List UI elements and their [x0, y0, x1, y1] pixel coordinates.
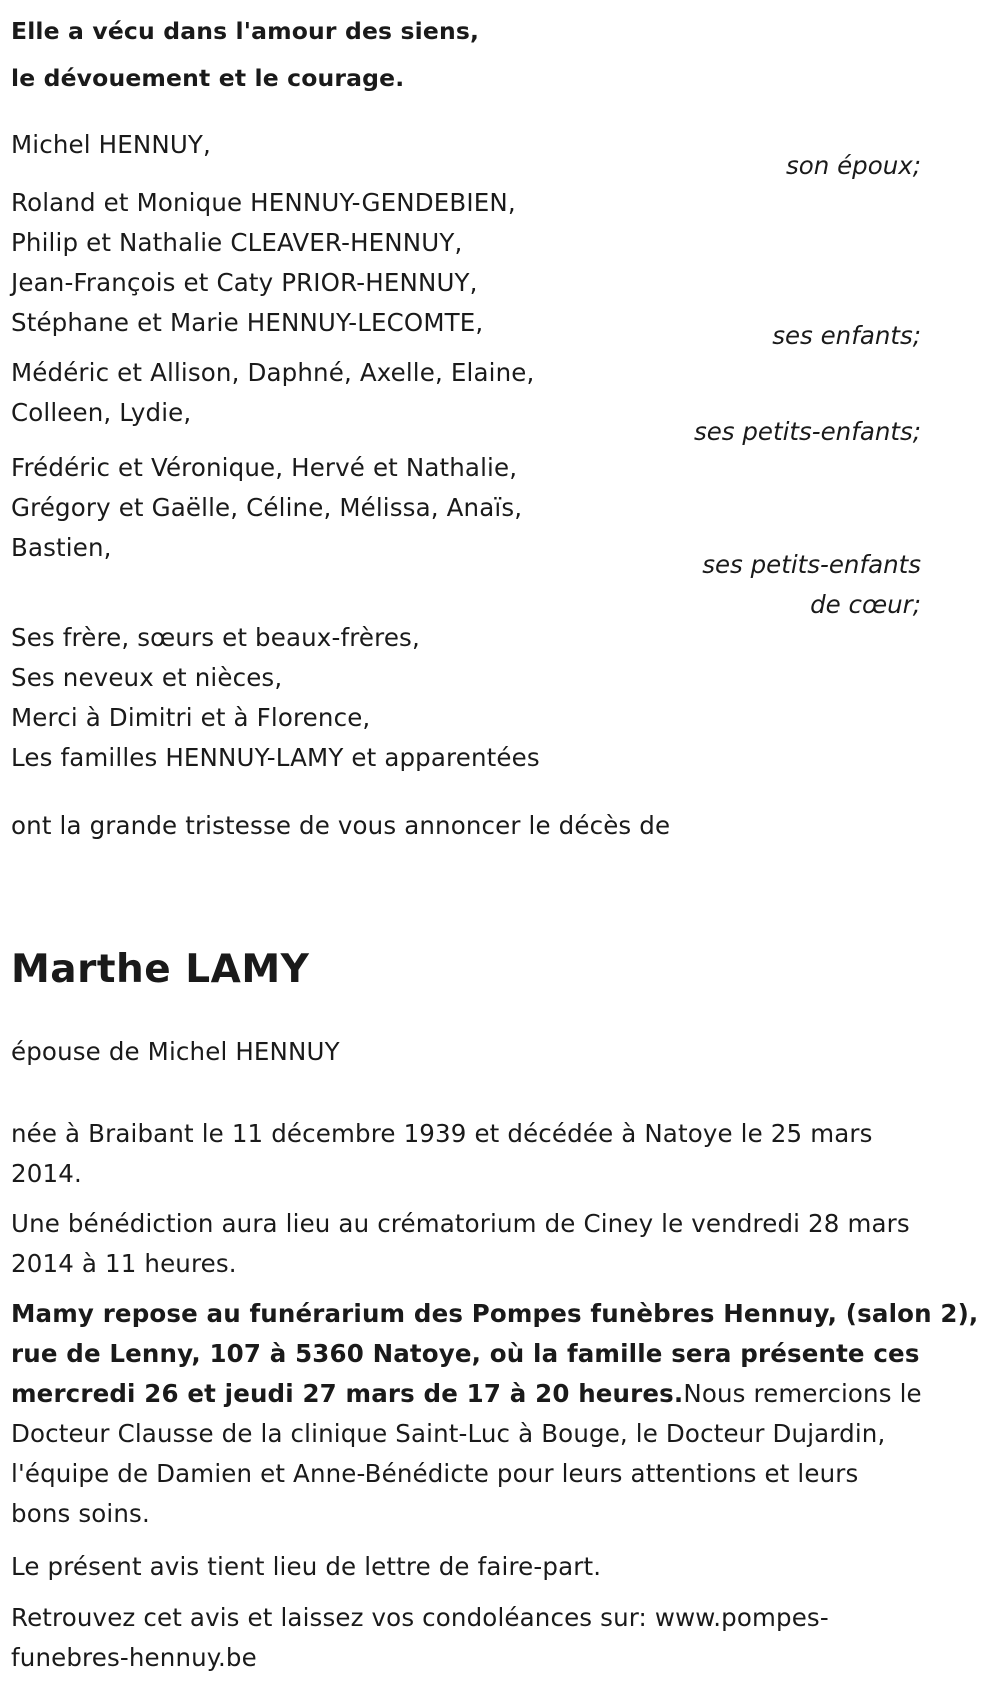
- motto: [11, 8, 479, 102]
- birth-death-line: 2014.: [11, 1159, 82, 1188]
- thanks-line: Docteur Clausse de la clinique Saint-Luc à Bouge, le Docteur Dujardin,: [11, 1419, 886, 1448]
- child-line: Roland et Monique HENNUY-GENDEBIEN,: [11, 188, 516, 217]
- thanks-line: bons soins.: [11, 1499, 150, 1528]
- grandchildren-names: [11, 353, 534, 433]
- thanks-line: l'équipe de Damien et Anne-Bénédicte pour leurs attentions et leurs: [11, 1459, 859, 1488]
- children-role: ses enfants;: [772, 321, 921, 350]
- website: [11, 1598, 829, 1678]
- funerarium-hours: mercredi 26 et jeudi 27 mars de 17 à 20 heures.: [11, 1379, 684, 1408]
- birth-death: [11, 1114, 873, 1194]
- blessing: [11, 1204, 910, 1284]
- spouse-name: Michel HENNUY,: [11, 130, 211, 159]
- relative-line: Ses neveux et nièces,: [11, 663, 283, 692]
- motto-line: le dévouement et le courage.: [11, 64, 405, 92]
- spouse-of: épouse de Michel HENNUY: [11, 1037, 340, 1066]
- child-line: Philip et Nathalie CLEAVER-HENNUY,: [11, 228, 463, 257]
- relative-line: Merci à Dimitri et à Florence,: [11, 703, 371, 732]
- website-line: funebres-hennuy.be: [11, 1643, 257, 1672]
- funerarium-paragraph: [11, 1294, 978, 1534]
- other-relatives: [11, 618, 540, 778]
- thanks-start: Nous remercions le: [683, 1379, 922, 1408]
- relative-line: Ses frère, sœurs et beaux-frères,: [11, 623, 420, 652]
- heart-grandchild-line: Frédéric et Véronique, Hervé et Nathalie,: [11, 453, 518, 482]
- notice: Le présent avis tient lieu de lettre de faire-part.: [11, 1552, 602, 1581]
- birth-death-line: née à Braibant le 11 décembre 1939 et décédée à Natoye le 25 mars: [11, 1119, 873, 1148]
- grandchild-line: Colleen, Lydie,: [11, 398, 192, 427]
- heart-grandchildren-names: [11, 448, 522, 568]
- funerarium-line: Mamy repose au funérarium des Pompes funèbres Hennuy, (salon 2),: [11, 1299, 979, 1328]
- grandchild-line: Médéric et Allison, Daphné, Axelle, Elaine,: [11, 358, 535, 387]
- heart-grandchild-line: Grégory et Gaëlle, Céline, Mélissa, Anaïs,: [11, 493, 523, 522]
- heart-grandchildren-role: [702, 545, 921, 625]
- blessing-line: Une bénédiction aura lieu au crématorium de Ciney le vendredi 28 mars: [11, 1209, 910, 1238]
- motto-line: Elle a vécu dans l'amour des siens,: [11, 17, 480, 45]
- child-line: Stéphane et Marie HENNUY-LECOMTE,: [11, 308, 484, 337]
- heart-grandchild-line: Bastien,: [11, 533, 112, 562]
- role-line: de cœur;: [810, 590, 921, 619]
- relative-line: Les familles HENNUY-LAMY et apparentées: [11, 743, 540, 772]
- blessing-line: 2014 à 11 heures.: [11, 1249, 237, 1278]
- funerarium-line-mixed: [11, 1374, 978, 1414]
- announcement: ont la grande tristesse de vous annoncer le décès de: [11, 811, 671, 840]
- website-line: Retrouvez cet avis et laissez vos condoléances sur: www.pompes-: [11, 1603, 829, 1632]
- spouse-role: son époux;: [786, 151, 921, 180]
- children-names: [11, 183, 516, 343]
- funerarium-line: rue de Lenny, 107 à 5360 Natoye, où la famille sera présente ces: [11, 1339, 920, 1368]
- role-line: ses petits-enfants: [702, 550, 921, 579]
- grandchildren-role: ses petits-enfants;: [693, 417, 921, 446]
- deceased-name: Marthe LAMY: [11, 947, 310, 992]
- child-line: Jean-François et Caty PRIOR-HENNUY,: [11, 268, 478, 297]
